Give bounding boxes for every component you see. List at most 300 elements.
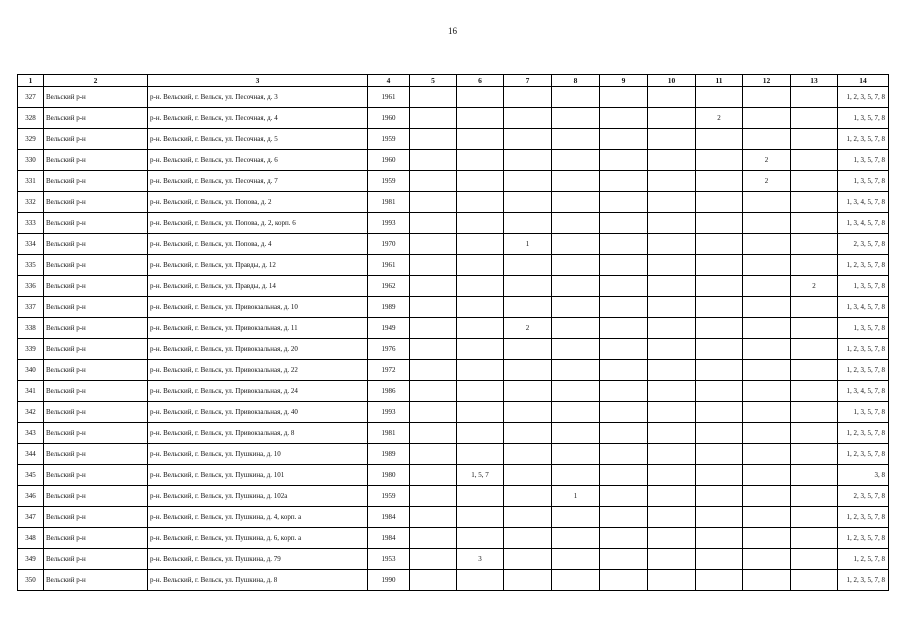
table-cell bbox=[648, 150, 696, 171]
table-cell: 1989 bbox=[368, 444, 410, 465]
table-cell: 1959 bbox=[368, 129, 410, 150]
table-row bbox=[18, 549, 889, 570]
table-cell: 1960 bbox=[368, 108, 410, 129]
table-cell bbox=[791, 255, 838, 276]
table-row bbox=[18, 465, 889, 486]
table-cell bbox=[648, 171, 696, 192]
table-cell bbox=[552, 192, 600, 213]
table-cell bbox=[457, 213, 504, 234]
table-cell bbox=[743, 129, 791, 150]
table-cell bbox=[791, 444, 838, 465]
table-cell: Вельский р-н bbox=[44, 465, 148, 486]
table-cell: 1, 2, 3, 5, 7, 8 bbox=[838, 360, 889, 381]
table-cell: Вельский р-н bbox=[44, 318, 148, 339]
table-cell bbox=[743, 381, 791, 402]
table-cell bbox=[504, 444, 552, 465]
table-cell: р-н. Вельский, г. Вельск, ул. Привокзальная, д. 8 bbox=[148, 423, 368, 444]
table-cell bbox=[648, 234, 696, 255]
table-cell bbox=[648, 360, 696, 381]
table-cell: 1981 bbox=[368, 192, 410, 213]
table-cell: Вельский р-н bbox=[44, 276, 148, 297]
table-cell bbox=[600, 108, 648, 129]
table-cell bbox=[457, 444, 504, 465]
table-cell: р-н. Вельский, г. Вельск, ул. Правды, д. 14 bbox=[148, 276, 368, 297]
table-cell: 1, 3, 5, 7, 8 bbox=[838, 171, 889, 192]
table-cell bbox=[552, 276, 600, 297]
table-cell bbox=[648, 402, 696, 423]
table-cell bbox=[648, 339, 696, 360]
table-cell: р-н. Вельский, г. Вельск, ул. Пушкина, д. 102а bbox=[148, 486, 368, 507]
table-cell bbox=[457, 507, 504, 528]
table-cell: 1 bbox=[552, 486, 600, 507]
table-cell: 2 bbox=[743, 171, 791, 192]
table-cell: 2 bbox=[696, 108, 743, 129]
table-cell bbox=[457, 318, 504, 339]
table-cell: р-н. Вельский, г. Вельск, ул. Пушкина, д. 79 bbox=[148, 549, 368, 570]
table-cell bbox=[648, 528, 696, 549]
table-cell: 1, 3, 4, 5, 7, 8 bbox=[838, 381, 889, 402]
table-cell: Вельский р-н bbox=[44, 528, 148, 549]
table-cell: 1989 bbox=[368, 297, 410, 318]
table-cell: р-н. Вельский, г. Вельск, ул. Попова, д. 4 bbox=[148, 234, 368, 255]
table-cell bbox=[696, 129, 743, 150]
table-cell bbox=[600, 87, 648, 108]
table-cell: 1, 2, 5, 7, 8 bbox=[838, 549, 889, 570]
column-header: 10 bbox=[648, 75, 696, 87]
table-cell: 338 bbox=[18, 318, 44, 339]
column-header: 14 bbox=[838, 75, 889, 87]
table-cell bbox=[504, 171, 552, 192]
table-cell bbox=[457, 339, 504, 360]
table-cell bbox=[410, 444, 457, 465]
table-cell: Вельский р-н bbox=[44, 381, 148, 402]
table-cell bbox=[600, 297, 648, 318]
table-cell: 1970 bbox=[368, 234, 410, 255]
table-cell: 345 bbox=[18, 465, 44, 486]
table-cell: 332 bbox=[18, 192, 44, 213]
table-cell bbox=[696, 570, 743, 591]
table-cell bbox=[552, 528, 600, 549]
table-cell bbox=[743, 465, 791, 486]
table-row bbox=[18, 171, 889, 192]
column-header: 1 bbox=[18, 75, 44, 87]
column-header: 12 bbox=[743, 75, 791, 87]
table-cell bbox=[648, 486, 696, 507]
table-cell: 350 bbox=[18, 570, 44, 591]
table-cell bbox=[791, 423, 838, 444]
table-cell bbox=[696, 507, 743, 528]
table-cell bbox=[600, 129, 648, 150]
table-cell: 340 bbox=[18, 360, 44, 381]
table-cell: Вельский р-н bbox=[44, 192, 148, 213]
table-cell bbox=[648, 129, 696, 150]
table-cell bbox=[552, 171, 600, 192]
table-cell bbox=[552, 381, 600, 402]
table-cell bbox=[791, 486, 838, 507]
table-cell: 334 bbox=[18, 234, 44, 255]
table-cell bbox=[600, 171, 648, 192]
table-cell bbox=[648, 87, 696, 108]
table-cell: 329 bbox=[18, 129, 44, 150]
table-cell bbox=[743, 423, 791, 444]
table-cell: 1 bbox=[504, 234, 552, 255]
table-cell bbox=[552, 507, 600, 528]
table-cell: 337 bbox=[18, 297, 44, 318]
data-table bbox=[17, 74, 889, 591]
table-cell: р-н. Вельский, г. Вельск, ул. Пушкина, д. 10 bbox=[148, 444, 368, 465]
table-cell bbox=[504, 108, 552, 129]
column-header: 3 bbox=[148, 75, 368, 87]
table-cell: Вельский р-н bbox=[44, 402, 148, 423]
table-cell bbox=[410, 234, 457, 255]
table-cell bbox=[504, 150, 552, 171]
table-cell: 2 bbox=[743, 150, 791, 171]
table-cell: 1959 bbox=[368, 486, 410, 507]
table-cell: 1984 bbox=[368, 507, 410, 528]
table-cell bbox=[791, 192, 838, 213]
table-cell bbox=[791, 234, 838, 255]
table-cell bbox=[696, 486, 743, 507]
table-cell: р-н. Вельский, г. Вельск, ул. Правды, д. 12 bbox=[148, 255, 368, 276]
table-cell bbox=[552, 129, 600, 150]
table-cell bbox=[504, 549, 552, 570]
table-cell bbox=[600, 150, 648, 171]
table-cell bbox=[410, 129, 457, 150]
table-cell bbox=[743, 297, 791, 318]
table-cell bbox=[791, 297, 838, 318]
table-row bbox=[18, 423, 889, 444]
table-cell bbox=[457, 570, 504, 591]
table-cell bbox=[600, 381, 648, 402]
table-cell bbox=[648, 318, 696, 339]
table-cell: 1984 bbox=[368, 528, 410, 549]
table-cell: Вельский р-н bbox=[44, 255, 148, 276]
table-cell bbox=[410, 297, 457, 318]
table-cell: 347 bbox=[18, 507, 44, 528]
column-header: 13 bbox=[791, 75, 838, 87]
table-cell bbox=[696, 297, 743, 318]
table-cell: 1961 bbox=[368, 255, 410, 276]
table-row bbox=[18, 528, 889, 549]
table-cell: 2 bbox=[504, 318, 552, 339]
table-cell bbox=[457, 528, 504, 549]
table-cell: р-н. Вельский, г. Вельск, ул. Привокзальная, д. 40 bbox=[148, 402, 368, 423]
table-cell: 343 bbox=[18, 423, 44, 444]
table-cell: 2, 3, 5, 7, 8 bbox=[838, 486, 889, 507]
table-cell bbox=[743, 87, 791, 108]
table-cell bbox=[504, 486, 552, 507]
table-row bbox=[18, 234, 889, 255]
table-cell: 1, 3, 4, 5, 7, 8 bbox=[838, 192, 889, 213]
table-cell bbox=[457, 255, 504, 276]
table-cell: 1972 bbox=[368, 360, 410, 381]
table-cell bbox=[600, 276, 648, 297]
table-cell: Вельский р-н bbox=[44, 150, 148, 171]
table-cell: Вельский р-н bbox=[44, 129, 148, 150]
table-row bbox=[18, 150, 889, 171]
table-row bbox=[18, 129, 889, 150]
column-header: 7 bbox=[504, 75, 552, 87]
table-cell: Вельский р-н bbox=[44, 486, 148, 507]
table-cell bbox=[696, 213, 743, 234]
table-cell bbox=[410, 192, 457, 213]
table-cell: 341 bbox=[18, 381, 44, 402]
table-cell bbox=[743, 213, 791, 234]
table-cell bbox=[600, 402, 648, 423]
table-cell: р-н. Вельский, г. Вельск, ул. Привокзальная, д. 22 bbox=[148, 360, 368, 381]
table-cell bbox=[696, 339, 743, 360]
table-row bbox=[18, 255, 889, 276]
table-cell bbox=[696, 276, 743, 297]
table-cell bbox=[504, 570, 552, 591]
table-cell: 331 bbox=[18, 171, 44, 192]
table-cell bbox=[600, 234, 648, 255]
table-cell: 1, 2, 3, 5, 7, 8 bbox=[838, 423, 889, 444]
table-cell bbox=[552, 339, 600, 360]
table-cell bbox=[743, 360, 791, 381]
table-cell: 1, 3, 5, 7, 8 bbox=[838, 150, 889, 171]
table-cell: Вельский р-н bbox=[44, 423, 148, 444]
table-cell bbox=[504, 528, 552, 549]
table-cell bbox=[410, 339, 457, 360]
table-cell bbox=[552, 255, 600, 276]
table-cell bbox=[552, 213, 600, 234]
column-header: 2 bbox=[44, 75, 148, 87]
table-cell bbox=[696, 318, 743, 339]
table-cell bbox=[410, 465, 457, 486]
table-cell bbox=[410, 318, 457, 339]
table-cell: 1990 bbox=[368, 570, 410, 591]
table-cell: 1, 2, 3, 5, 7, 8 bbox=[838, 129, 889, 150]
table-row bbox=[18, 381, 889, 402]
table-cell: р-н. Вельский, г. Вельск, ул. Пушкина, д. 101 bbox=[148, 465, 368, 486]
table-cell bbox=[410, 528, 457, 549]
table-cell: 1, 2, 3, 5, 7, 8 bbox=[838, 528, 889, 549]
table-cell bbox=[457, 171, 504, 192]
table-cell bbox=[552, 150, 600, 171]
table-cell: 1981 bbox=[368, 423, 410, 444]
table-cell bbox=[791, 381, 838, 402]
table-cell bbox=[504, 507, 552, 528]
table-cell bbox=[410, 381, 457, 402]
table-cell bbox=[743, 486, 791, 507]
table-cell bbox=[696, 549, 743, 570]
table-cell: р-н. Вельский, г. Вельск, ул. Пушкина, д. 8 bbox=[148, 570, 368, 591]
table-cell bbox=[648, 444, 696, 465]
table-cell bbox=[696, 171, 743, 192]
table-cell bbox=[648, 549, 696, 570]
table-cell: 333 bbox=[18, 213, 44, 234]
table-cell: Вельский р-н bbox=[44, 297, 148, 318]
table-cell bbox=[552, 549, 600, 570]
table-cell bbox=[600, 339, 648, 360]
table-row bbox=[18, 570, 889, 591]
table-cell: Вельский р-н bbox=[44, 570, 148, 591]
table-body bbox=[18, 87, 889, 591]
table-cell bbox=[552, 87, 600, 108]
table-cell bbox=[457, 234, 504, 255]
table-cell bbox=[504, 360, 552, 381]
table-cell bbox=[743, 570, 791, 591]
table-cell bbox=[552, 423, 600, 444]
table-cell: р-н. Вельский, г. Вельск, ул. Привокзальная, д. 20 bbox=[148, 339, 368, 360]
table-cell bbox=[791, 150, 838, 171]
table-cell: Вельский р-н bbox=[44, 171, 148, 192]
table-cell bbox=[504, 276, 552, 297]
table-cell bbox=[791, 360, 838, 381]
table-cell: 330 bbox=[18, 150, 44, 171]
table-header-row bbox=[18, 75, 889, 87]
table-cell bbox=[648, 465, 696, 486]
table-cell: 327 bbox=[18, 87, 44, 108]
table-cell: Вельский р-н bbox=[44, 108, 148, 129]
table-cell bbox=[696, 255, 743, 276]
table-cell: р-н. Вельский, г. Вельск, ул. Песочная, д. 3 bbox=[148, 87, 368, 108]
table-cell: 1959 bbox=[368, 171, 410, 192]
table-row bbox=[18, 213, 889, 234]
table-cell bbox=[504, 297, 552, 318]
column-header: 5 bbox=[410, 75, 457, 87]
table-cell: 1962 bbox=[368, 276, 410, 297]
column-header: 9 bbox=[600, 75, 648, 87]
table-cell bbox=[696, 444, 743, 465]
table-cell: 1, 3, 4, 5, 7, 8 bbox=[838, 213, 889, 234]
table-cell bbox=[504, 339, 552, 360]
table-cell bbox=[648, 381, 696, 402]
table-cell bbox=[457, 423, 504, 444]
table-cell bbox=[410, 402, 457, 423]
column-header: 4 bbox=[368, 75, 410, 87]
table-cell bbox=[457, 129, 504, 150]
table-cell bbox=[410, 87, 457, 108]
table-cell bbox=[410, 507, 457, 528]
table-cell bbox=[504, 129, 552, 150]
table-cell: Вельский р-н bbox=[44, 549, 148, 570]
table-cell bbox=[743, 318, 791, 339]
table-cell bbox=[552, 465, 600, 486]
table-cell bbox=[648, 192, 696, 213]
table-cell bbox=[410, 255, 457, 276]
table-row bbox=[18, 339, 889, 360]
table-cell: 1, 2, 3, 5, 7, 8 bbox=[838, 339, 889, 360]
table-cell bbox=[457, 150, 504, 171]
table-cell bbox=[410, 171, 457, 192]
table-cell bbox=[696, 234, 743, 255]
table-cell: 1, 3, 5, 7, 8 bbox=[838, 318, 889, 339]
table-cell: 1, 2, 3, 5, 7, 8 bbox=[838, 255, 889, 276]
table-cell bbox=[457, 360, 504, 381]
table-cell bbox=[648, 213, 696, 234]
table-cell bbox=[552, 360, 600, 381]
table-cell bbox=[600, 213, 648, 234]
table-cell: р-н. Вельский, г. Вельск, ул. Песочная, д. 6 bbox=[148, 150, 368, 171]
column-header: 6 bbox=[457, 75, 504, 87]
table-cell: 1, 5, 7 bbox=[457, 465, 504, 486]
table-cell bbox=[410, 486, 457, 507]
table-cell bbox=[457, 381, 504, 402]
table-cell bbox=[696, 150, 743, 171]
table-cell bbox=[600, 549, 648, 570]
table-cell: Вельский р-н bbox=[44, 507, 148, 528]
table-cell bbox=[552, 297, 600, 318]
table-cell: 346 bbox=[18, 486, 44, 507]
table-cell bbox=[600, 255, 648, 276]
table-cell bbox=[410, 213, 457, 234]
table-cell bbox=[457, 192, 504, 213]
table-cell: 1960 bbox=[368, 150, 410, 171]
table-cell: 1953 bbox=[368, 549, 410, 570]
table-cell bbox=[410, 549, 457, 570]
table-cell bbox=[600, 507, 648, 528]
table-cell: 1, 3, 5, 7, 8 bbox=[838, 108, 889, 129]
table-cell bbox=[600, 528, 648, 549]
table-cell bbox=[600, 192, 648, 213]
table-cell bbox=[743, 192, 791, 213]
table-cell bbox=[791, 507, 838, 528]
table-cell bbox=[648, 507, 696, 528]
table-cell bbox=[504, 465, 552, 486]
table-cell bbox=[648, 297, 696, 318]
table-row bbox=[18, 276, 889, 297]
table-cell bbox=[743, 339, 791, 360]
table-row bbox=[18, 486, 889, 507]
table-cell bbox=[791, 339, 838, 360]
table-cell: 1949 bbox=[368, 318, 410, 339]
table-cell bbox=[457, 276, 504, 297]
table-cell bbox=[743, 234, 791, 255]
table-cell bbox=[791, 213, 838, 234]
table-cell bbox=[791, 87, 838, 108]
table-cell: 2 bbox=[791, 276, 838, 297]
table-cell bbox=[504, 87, 552, 108]
table-cell: р-н. Вельский, г. Вельск, ул. Попова, д. 2, корп. 6 bbox=[148, 213, 368, 234]
table-cell bbox=[743, 255, 791, 276]
table-cell bbox=[696, 528, 743, 549]
table-cell bbox=[743, 444, 791, 465]
table-cell: 1, 3, 5, 7, 8 bbox=[838, 402, 889, 423]
table-cell: р-н. Вельский, г. Вельск, ул. Песочная, д. 4 bbox=[148, 108, 368, 129]
table-cell bbox=[648, 108, 696, 129]
table-cell bbox=[791, 129, 838, 150]
table-cell: 1, 2, 3, 5, 7, 8 bbox=[838, 444, 889, 465]
column-header: 11 bbox=[696, 75, 743, 87]
table-cell bbox=[410, 360, 457, 381]
table-cell bbox=[457, 297, 504, 318]
table-cell bbox=[552, 444, 600, 465]
table-cell: р-н. Вельский, г. Вельск, ул. Песочная, д. 5 bbox=[148, 129, 368, 150]
table-cell bbox=[457, 486, 504, 507]
table-cell: Вельский р-н bbox=[44, 360, 148, 381]
table-cell: 342 bbox=[18, 402, 44, 423]
table-cell: Вельский р-н bbox=[44, 444, 148, 465]
table-cell bbox=[504, 423, 552, 444]
table-cell: 1986 bbox=[368, 381, 410, 402]
table-cell: Вельский р-н bbox=[44, 213, 148, 234]
table-cell bbox=[696, 465, 743, 486]
table-row bbox=[18, 87, 889, 108]
table-cell: р-н. Вельский, г. Вельск, ул. Песочная, д. 7 bbox=[148, 171, 368, 192]
table-cell bbox=[410, 276, 457, 297]
table-cell bbox=[457, 87, 504, 108]
table-cell bbox=[504, 402, 552, 423]
table-cell: р-н. Вельский, г. Вельск, ул. Привокзальная, д. 10 bbox=[148, 297, 368, 318]
table-cell bbox=[504, 255, 552, 276]
table-cell bbox=[552, 318, 600, 339]
table-cell bbox=[791, 549, 838, 570]
table-cell bbox=[696, 360, 743, 381]
table-cell bbox=[696, 402, 743, 423]
table-cell: р-н. Вельский, г. Вельск, ул. Пушкина, д. 6, корп. а bbox=[148, 528, 368, 549]
